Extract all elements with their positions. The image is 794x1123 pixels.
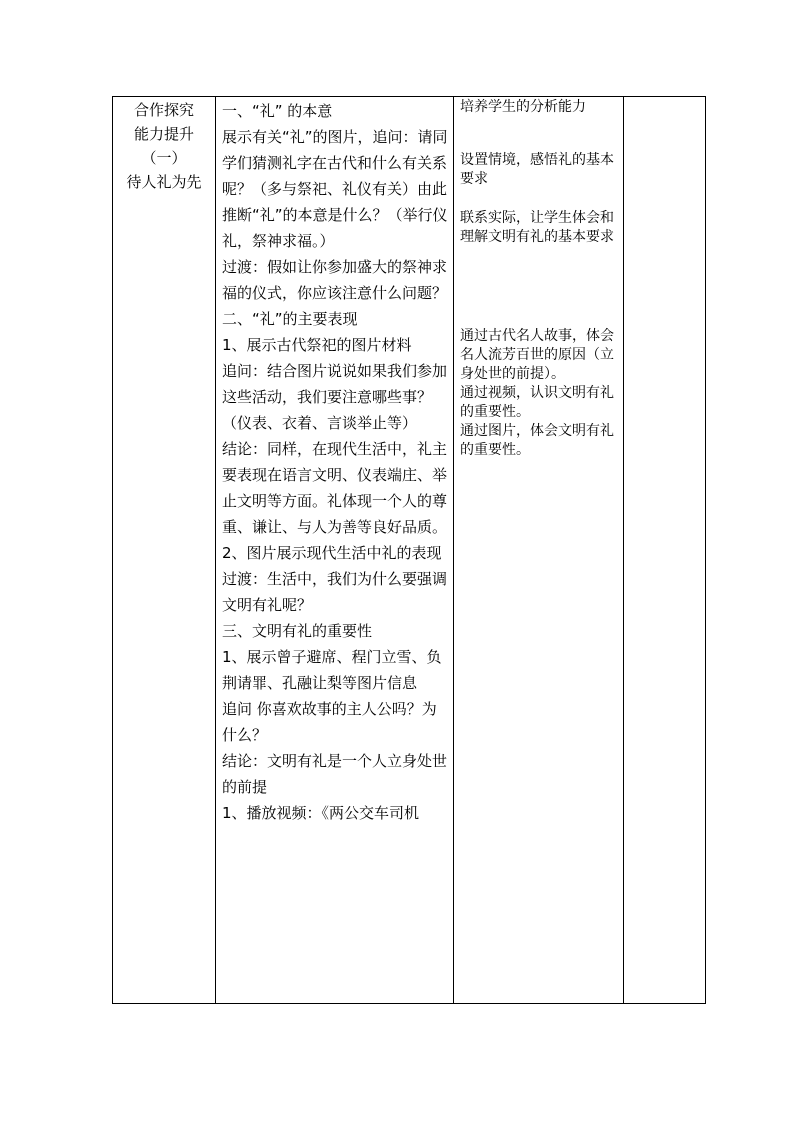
intent-paragraph: 联系实际，让学生体会和理解文明有礼的基本要求 xyxy=(460,210,614,245)
extra-cell xyxy=(624,97,706,1004)
process-paragraph: 追问 你喜欢故事的主人公吗？为什么？ xyxy=(222,700,437,744)
process-paragraph: 1、展示曾子避席、程门立雪、负荆请罪、孔融让梨等图片信息 xyxy=(222,648,442,692)
process-paragraph: 一、“礼” 的本意 xyxy=(222,102,333,120)
process-paragraph: 1、播放视频：《两公交车司机 xyxy=(222,804,420,822)
intent-paragraph: 通过视频，认识文明有礼的重要性。 xyxy=(460,385,614,420)
process-paragraph: 2、图片展示现代生活中礼的表现 xyxy=(222,544,442,562)
table-row xyxy=(113,97,706,1004)
topic-line: 合作探究 xyxy=(133,101,194,119)
topic-line: （一） xyxy=(141,149,187,167)
design-intent-cell xyxy=(454,97,624,1004)
process-paragraph: 过渡：生活中，我们为什么要强调文明有礼呢？ xyxy=(222,570,448,614)
topic-line: 能力提升 xyxy=(133,125,194,143)
process-paragraph: 过渡：假如让你参加盛大的祭神求福的仪式，你应该注意什么问题？ xyxy=(222,258,448,302)
lesson-plan-table xyxy=(112,96,706,1004)
process-paragraph: 展示有关“礼”的图片，追问：请同学们猜测礼字在古代和什么有关系呢？（多与祭祀、礼仪有关）由此推断“礼”的本意是什么？（举行仪礼，祭神求福。） xyxy=(222,128,448,250)
topic-cell xyxy=(113,97,216,1004)
intent-paragraph: 设置情境，感悟礼的基本要求 xyxy=(460,152,614,187)
topic-line: 待人礼为先 xyxy=(126,173,202,191)
teaching-process-cell xyxy=(216,97,454,1004)
intent-paragraph: 培养学生的分析能力 xyxy=(460,99,586,115)
process-paragraph: 结论：文明有礼是一个人立身处世的前提 xyxy=(222,752,448,796)
process-paragraph: 追问：结合图片说说如果我们参加这些活动，我们要注意哪些事？（仪表、衣着、言谈举止等） xyxy=(222,362,448,432)
process-paragraph: 结论：同样，在现代生活中，礼主要表现在语言文明、仪表端庄、举止文明等方面。礼体现一个人的尊重、谦让、与人为善等良好品质。 xyxy=(222,440,448,536)
intent-paragraph: 通过图片，体会文明有礼的重要性。 xyxy=(460,423,614,458)
intent-paragraph: 通过古代名人故事，体会名人流芳百世的原因（立身处世的前提）。 xyxy=(460,328,614,382)
process-paragraph: 1、展示古代祭祀的图片材料 xyxy=(222,336,412,354)
process-paragraph: 三、文明有礼的重要性 xyxy=(222,622,373,640)
process-paragraph: 二、“礼”的主要表现 xyxy=(222,310,358,328)
